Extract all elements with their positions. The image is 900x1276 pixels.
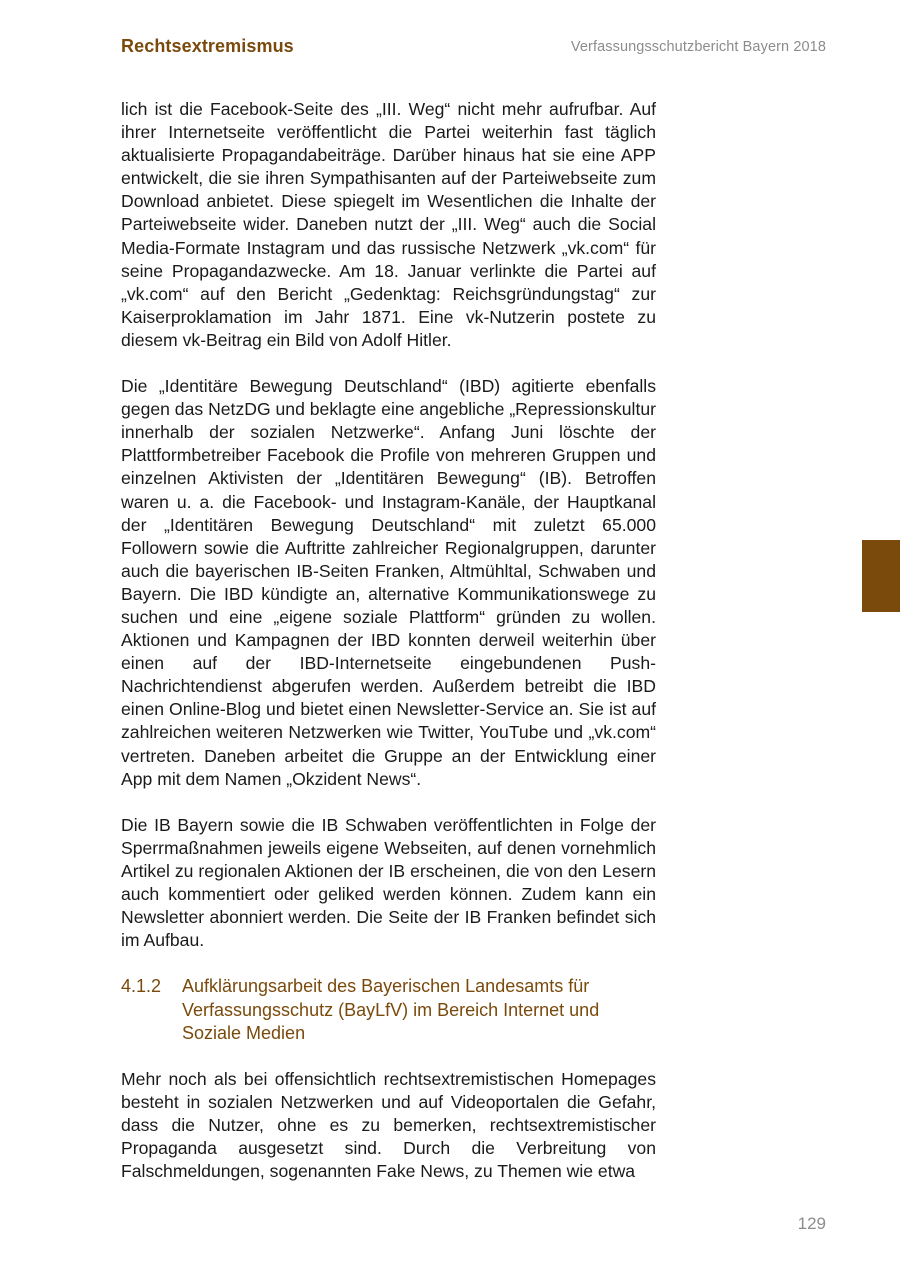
paragraph-facebook-iii-weg: lich ist die Facebook-Seite des „III. Weg“ nicht mehr aufrufbar. Auf ihrer Internetseite veröffentlicht die Partei weiterhin fast täglich aktualisierte Propagandabeiträge. Darüber hinaus hat sie eine APP entwickelt, die sie ihren Sympathisanten auf der Parteiwebseite zum Download anbietet. Diese spiegelt im Wesentlichen die Inhalte der Parteiwebseite wider. Daneben nutzt der „III. Weg“ auch die Social Media-Formate Instagram und das russische Netzwerk „vk.com“ für seine Propagandazwecke. Am 18. Januar verlinkte die Partei auf „vk.com“ auf den Bericht „Gedenktag: Reichsgründungstag“ zur Kaiserproklamation im Jahr 1871. Eine vk-Nutzerin postete zu diesem vk-Beitrag ein Bild von Adolf Hitler.: [121, 99, 656, 350]
page-body: [121, 98, 656, 1183]
section-number: 4.1.2: [121, 976, 162, 997]
chapter-marker-tab: [862, 540, 900, 612]
running-header-report-title: Verfassungsschutzbericht Bayern 2018: [570, 39, 826, 55]
paragraph-social-networks-danger: Mehr noch als bei offensichtlich rechtsextremistischen Homepages besteht in sozialen Netzwerken und auf Videoportalen die Gefahr, dass die Nutzer, ohne es zu bemerken, rechtsextremistischer Propaganda ausgesetzt sind. Durch die Verbreitung von Falschmeldungen, sogenannten Fake News, zu Themen wie etwa: [121, 1068, 656, 1182]
running-header-section: Rechtsextremismus: [121, 36, 294, 56]
section-title: Aufklärungsarbeit des Bayerischen Landesamts für Verfassungsschutz (BayLfV) im Bereich Internet und Soziale Medien: [182, 976, 600, 1044]
paragraph-ib-bayern-schwaben: Die IB Bayern sowie die IB Schwaben veröffentlichten in Folge der Sperrmaßnahmen jeweils eigene Webseiten, auf denen vornehmlich Artikel zu regionalen Aktionen der IB erscheinen, die von den Lesern auch kommentiert oder geliked werden können. Zudem kann ein Newsletter abonniert werden. Die Seite der IB Franken befindet sich im Aufbau.: [121, 814, 656, 951]
section-heading-4-1-2: [121, 975, 656, 1046]
page-number: 129: [797, 1214, 826, 1233]
paragraph-identitaere-bewegung: Die „Identitäre Bewegung Deutschland“ (IBD) agitierte ebenfalls gegen das NetzDG und beklagte eine angebliche „Repressionskultur innerhalb der sozialen Netzwerke“. Anfang Juni löschte der Plattformbetreiber Facebook die Profile von mehreren Gruppen und einzelnen Aktivisten der „Identitären Bewegung“ (IB). Betroffen waren u. a. die Facebook- und Instagram-Kanäle, der Hauptkanal der „Identitären Bewegung Deutschland“ mit zuletzt 65.000 Followern sowie die Auftritte zahlreicher Regionalgruppen, darunter auch die bayerischen IB-Seiten Franken, Altmühltal, Schwaben und Bayern. Die IBD kündigte an, alternative Kommunikationswege zu suchen und eine „eigene soziale Plattform“ gründen zu wollen. Aktionen und Kampagnen der IBD konnten derweil weiterhin über einen auf der IBD-Internetseite eingebundenen Push-Nachrichtendienst abgerufen werden. Außerdem betreibt die IBD einen Online-Blog und bietet einen Newsletter-Service an. Sie ist auf zahlreichen weiteren Netzwerken wie Twitter, YouTube und „vk.com“ vertreten. Daneben arbeitet die Gruppe an der Entwicklung einer App mit dem Namen „Okzident News“.: [121, 376, 656, 789]
